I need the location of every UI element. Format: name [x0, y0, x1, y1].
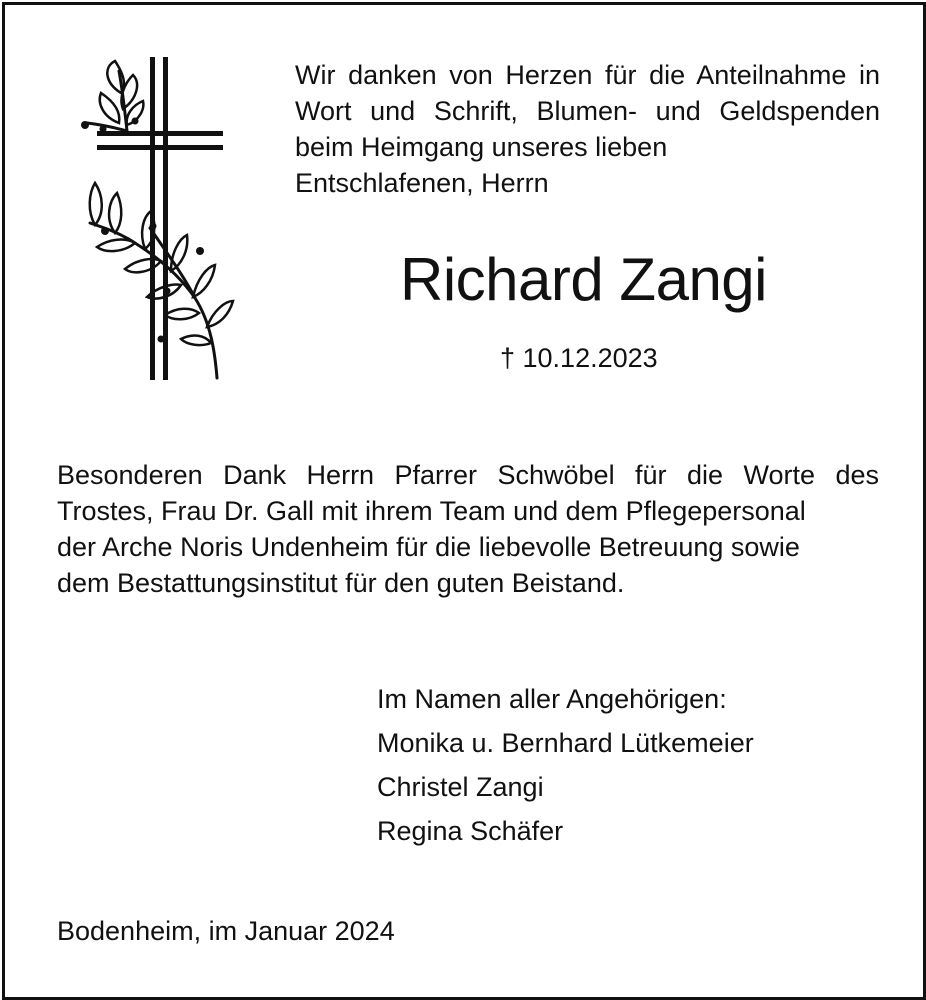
thanks-line: der Arche Noris Undenheim für die liebevolle Betreuung sowie [57, 532, 800, 562]
death-date: † 10.12.2023 [500, 343, 658, 373]
signature-block [377, 677, 754, 853]
signature-heading: Im Namen aller Angehörigen: [377, 684, 727, 714]
intro-line: Wir danken von Herzen für die Anteilnahme in [295, 60, 880, 90]
intro-text [295, 57, 880, 201]
thanks-text [57, 457, 879, 601]
thanks-line: Trostes, Frau Dr. Gall mit ihrem Team und dem Pflegepersonal [57, 496, 806, 526]
intro-line: beim Heimgang unseres lieben [295, 132, 668, 162]
intro-line: Entschlafenen, Herrn [295, 168, 549, 198]
thanks-line: dem Bestattungsinstitut für den guten Beistand. [57, 568, 625, 598]
thanks-line: Besonderen Dank Herrn Pfarrer Schwöbel für die Worte des [57, 460, 879, 490]
place-date: Bodenheim, im Januar 2024 [57, 916, 395, 946]
signature-name: Regina Schäfer [377, 816, 564, 846]
signature-name: Monika u. Bernhard Lütkemeier [377, 728, 754, 758]
cross-with-olive-branch-icon [75, 53, 245, 383]
obituary-notice [2, 2, 926, 1000]
intro-line: Wort und Schrift, Blumen- und Geldspenden [295, 96, 880, 126]
signature-name: Christel Zangi [377, 772, 544, 802]
deceased-name: Richard Zangi [400, 246, 768, 313]
